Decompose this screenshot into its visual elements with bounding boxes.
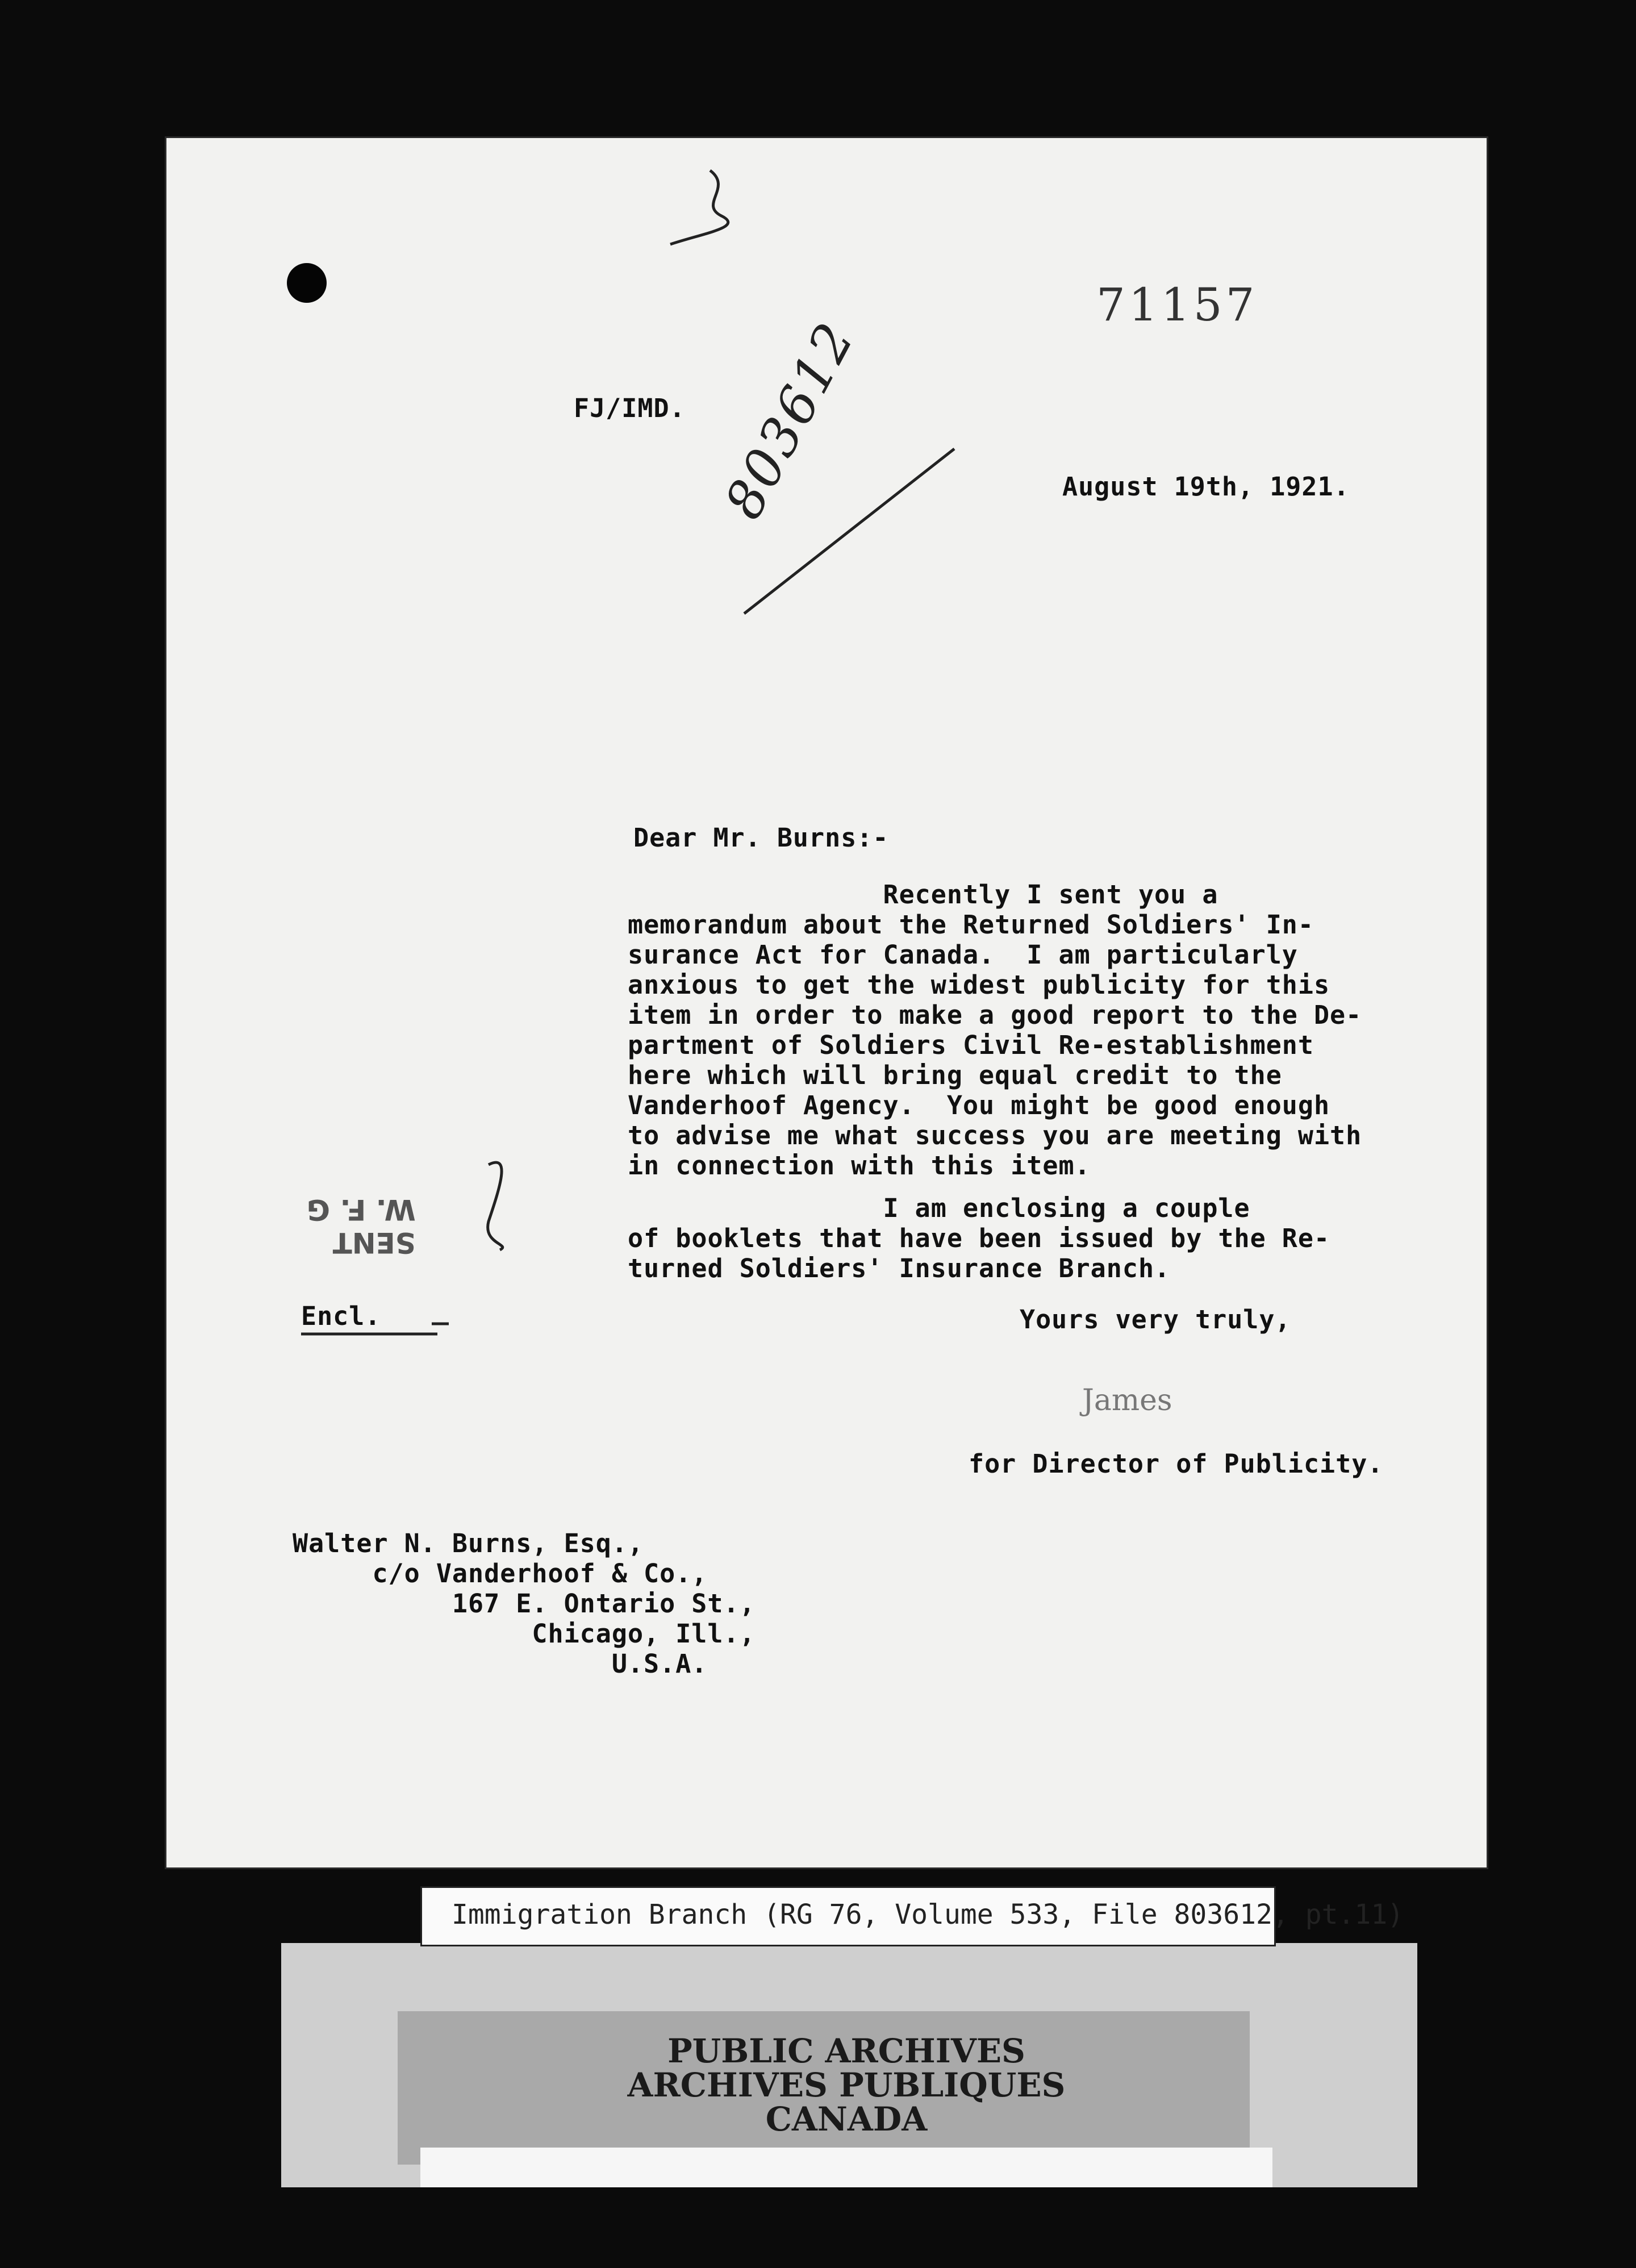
address-line: U.S.A. — [293, 1649, 708, 1679]
address-line: 167 E. Ontario St., — [293, 1589, 756, 1619]
archive-stamp: PUBLIC ARCHIVES ARCHIVES PUBLIQUES CANADA — [627, 2032, 1066, 2138]
body-line: I am enclosing a couple — [628, 1193, 1250, 1223]
body-line: anxious to get the widest publicity for this — [628, 970, 1330, 1000]
address-line: Chicago, Ill., — [293, 1619, 756, 1649]
signature: James — [1082, 1383, 1172, 1418]
label-bottom-strip — [420, 2148, 1272, 2187]
body-line: memorandum about the Returned Soldiers' In- — [628, 910, 1314, 940]
body-line: here which will bring equal credit to the — [628, 1060, 1282, 1090]
signer-title: for Director of Publicity. — [969, 1449, 1384, 1479]
punch-hole — [287, 263, 327, 303]
body-line: to advise me what success you are meeting with — [628, 1120, 1362, 1150]
closing: Yours very truly, — [1020, 1304, 1291, 1335]
sent-stamp: SENT W. F. G — [307, 1193, 416, 1259]
stamp-number: 71157 — [1096, 278, 1258, 331]
body-line: Recently I sent you a — [628, 879, 1218, 910]
body-line: turned Soldiers' Insurance Branch. — [628, 1253, 1171, 1283]
salutation: Dear Mr. Burns:- — [633, 823, 889, 853]
enclosure-note: Encl. — [301, 1301, 381, 1331]
archive-caption: Immigration Branch (RG 76, Volume 533, File 803612, pt.11) — [452, 1899, 1404, 1931]
letter-date: August 19th, 1921. — [1062, 472, 1350, 502]
body-line: of booklets that have been issued by the Re- — [628, 1223, 1330, 1253]
body-line: in connection with this item. — [628, 1150, 1091, 1181]
body-line: partment of Soldiers Civil Re-establishment — [628, 1030, 1314, 1060]
address-line: c/o Vanderhoof & Co., — [293, 1558, 708, 1589]
body-line: Vanderhoof Agency. You might be good enough — [628, 1090, 1330, 1120]
handwritten-file-number: 803612 — [713, 311, 867, 529]
body-line: item in order to make a good report to the De- — [628, 1000, 1362, 1030]
reference-code: FJ/IMD. — [574, 393, 686, 423]
body-line: surance Act for Canada. I am particularly — [628, 940, 1298, 970]
address-line: Walter N. Burns, Esq., — [293, 1528, 644, 1558]
